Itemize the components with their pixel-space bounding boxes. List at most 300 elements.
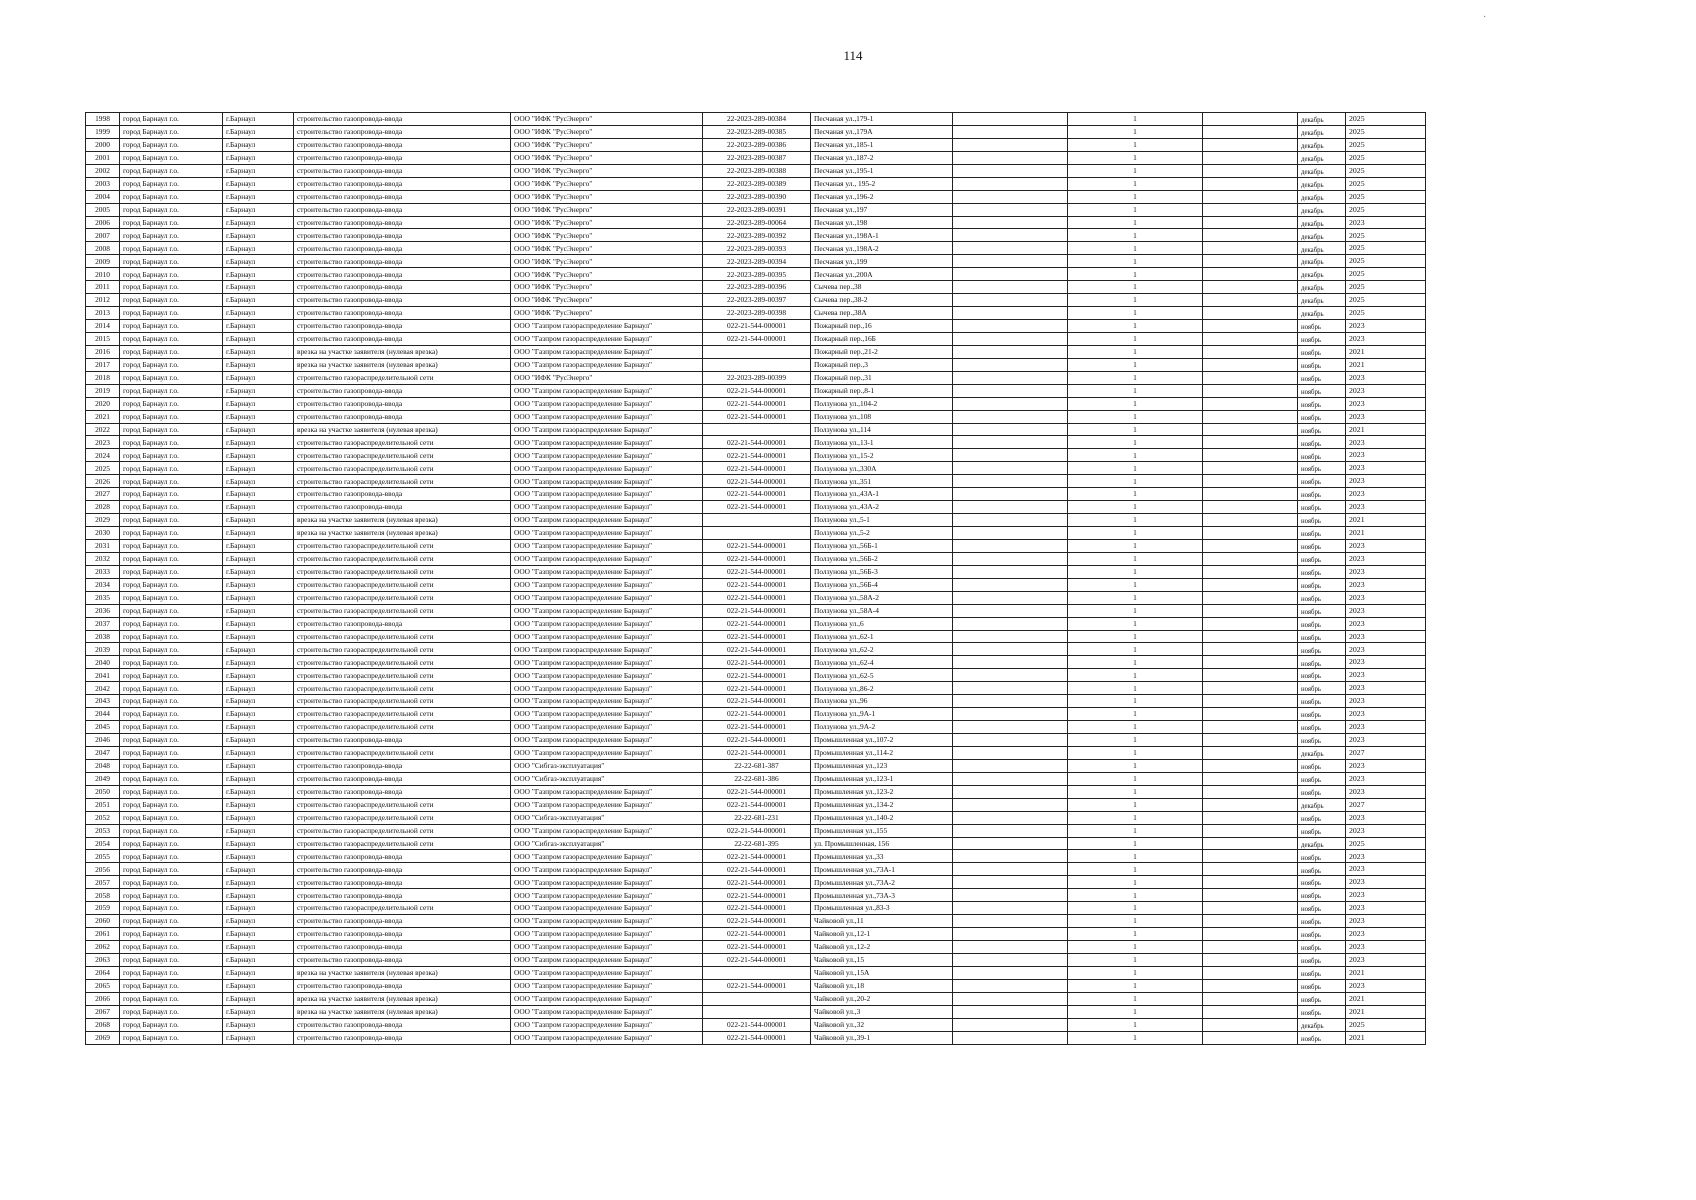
district-cell: город Барнаул г.о. [120, 281, 223, 294]
empty-cell [953, 307, 1068, 320]
row-number: 2066 [86, 992, 120, 1005]
month-cell: ноябрь [1298, 992, 1346, 1005]
contract-code-cell: 22-2023-289-00397 [703, 294, 811, 307]
table-row [86, 475, 1426, 488]
empty-cell [953, 565, 1068, 578]
table-row [86, 320, 1426, 333]
month-cell: ноябрь [1298, 772, 1346, 785]
table-row [86, 708, 1426, 721]
address-cell: Чайковой ул.,20-2 [811, 992, 953, 1005]
quantity-cell: 1 [1068, 979, 1203, 992]
work-type-cell: строительство газопровода-ввода [294, 307, 511, 320]
month-cell: ноябрь [1298, 527, 1346, 540]
organization-cell: ООО "Газпром газораспределение Барнаул" [511, 643, 703, 656]
empty-cell [1203, 190, 1298, 203]
address-cell: Сычева пер.,38 [811, 281, 953, 294]
row-number: 2042 [86, 682, 120, 695]
row-number: 2023 [86, 436, 120, 449]
row-number: 2048 [86, 759, 120, 772]
quantity-cell: 1 [1068, 527, 1203, 540]
address-cell: Песчаная ул.,200А [811, 268, 953, 281]
year-cell: 2023 [1346, 475, 1426, 488]
district-cell: город Барнаул г.о. [120, 643, 223, 656]
address-cell: Ползунова ул.,5-1 [811, 514, 953, 527]
table-row [86, 294, 1426, 307]
table-row [86, 643, 1426, 656]
contract-code-cell: 22-22-681-231 [703, 811, 811, 824]
quantity-cell: 1 [1068, 1031, 1203, 1044]
table-row [86, 617, 1426, 630]
address-cell: Ползунова ул.,43А-1 [811, 488, 953, 501]
month-cell: декабрь [1298, 255, 1346, 268]
work-type-cell: врезка на участке заявителя (нулевая врезка) [294, 1005, 511, 1018]
year-cell: 2023 [1346, 630, 1426, 643]
table-row [86, 953, 1426, 966]
district-cell: город Барнаул г.о. [120, 992, 223, 1005]
work-type-cell: строительство газопровода-ввода [294, 229, 511, 242]
organization-cell: ООО "ИФК "РусЭнерго" [511, 307, 703, 320]
district-cell: город Барнаул г.о. [120, 255, 223, 268]
empty-cell [1203, 242, 1298, 255]
year-cell: 2023 [1346, 915, 1426, 928]
year-cell: 2021 [1346, 1031, 1426, 1044]
locality-cell: г.Барнаул [223, 190, 294, 203]
district-cell: город Барнаул г.о. [120, 449, 223, 462]
organization-cell: ООО "ИФК "РусЭнерго" [511, 113, 703, 126]
organization-cell: ООО "Газпром газораспределение Барнаул" [511, 915, 703, 928]
contract-code-cell: 22-2023-289-00398 [703, 307, 811, 320]
locality-cell: г.Барнаул [223, 384, 294, 397]
quantity-cell: 1 [1068, 966, 1203, 979]
contract-code-cell: 022-21-544-000001 [703, 734, 811, 747]
empty-cell [1203, 656, 1298, 669]
contract-code-cell: 022-21-544-000001 [703, 863, 811, 876]
empty-cell [953, 332, 1068, 345]
contract-code-cell [703, 345, 811, 358]
district-cell: город Барнаул г.о. [120, 242, 223, 255]
organization-cell: ООО "Газпром газораспределение Барнаул" [511, 721, 703, 734]
empty-cell [953, 863, 1068, 876]
empty-cell [1203, 216, 1298, 229]
year-cell: 2023 [1346, 320, 1426, 333]
empty-cell [1203, 488, 1298, 501]
organization-cell: ООО "Газпром газораспределение Барнаул" [511, 501, 703, 514]
table-row [86, 721, 1426, 734]
quantity-cell: 1 [1068, 488, 1203, 501]
empty-cell [953, 876, 1068, 889]
empty-cell [1203, 527, 1298, 540]
district-cell: город Барнаул г.о. [120, 527, 223, 540]
table-row [86, 242, 1426, 255]
contract-code-cell: 22-2023-289-00393 [703, 242, 811, 255]
table-row [86, 113, 1426, 126]
empty-cell [1203, 604, 1298, 617]
row-number: 2013 [86, 307, 120, 320]
year-cell: 2023 [1346, 332, 1426, 345]
empty-cell [953, 294, 1068, 307]
table-row [86, 992, 1426, 1005]
month-cell: декабрь [1298, 190, 1346, 203]
row-number: 2001 [86, 151, 120, 164]
district-cell: город Барнаул г.о. [120, 332, 223, 345]
organization-cell: ООО "Газпром газораспределение Барнаул" [511, 630, 703, 643]
work-type-cell: строительство газораспределительной сети [294, 475, 511, 488]
empty-cell [953, 436, 1068, 449]
contract-code-cell: 22-2023-289-00390 [703, 190, 811, 203]
district-cell: город Барнаул г.о. [120, 462, 223, 475]
row-number: 2031 [86, 539, 120, 552]
work-type-cell: строительство газораспределительной сети [294, 682, 511, 695]
address-cell: Ползунова ул.,330А [811, 462, 953, 475]
year-cell: 2021 [1346, 992, 1426, 1005]
table-row [86, 591, 1426, 604]
empty-cell [953, 837, 1068, 850]
contract-code-cell [703, 992, 811, 1005]
month-cell: ноябрь [1298, 682, 1346, 695]
locality-cell: г.Барнаул [223, 876, 294, 889]
quantity-cell: 1 [1068, 772, 1203, 785]
quantity-cell: 1 [1068, 759, 1203, 772]
quantity-cell: 1 [1068, 410, 1203, 423]
empty-cell [1203, 371, 1298, 384]
contract-code-cell: 022-21-544-000001 [703, 449, 811, 462]
work-type-cell: врезка на участке заявителя (нулевая врезка) [294, 527, 511, 540]
contract-code-cell: 022-21-544-000001 [703, 928, 811, 941]
district-cell: город Барнаул г.о. [120, 759, 223, 772]
table-row [86, 552, 1426, 565]
organization-cell: ООО "Газпром газораспределение Барнаул" [511, 734, 703, 747]
organization-cell: ООО "ИФК "РусЭнерго" [511, 371, 703, 384]
year-cell: 2023 [1346, 565, 1426, 578]
month-cell: декабрь [1298, 113, 1346, 126]
district-cell: город Барнаул г.о. [120, 514, 223, 527]
organization-cell: ООО "Газпром газораспределение Барнаул" [511, 604, 703, 617]
contract-code-cell: 022-21-544-000001 [703, 565, 811, 578]
month-cell: ноябрь [1298, 475, 1346, 488]
work-type-cell: врезка на участке заявителя (нулевая врезка) [294, 423, 511, 436]
year-cell: 2025 [1346, 1018, 1426, 1031]
empty-cell [953, 966, 1068, 979]
year-cell: 2025 [1346, 190, 1426, 203]
table-row [86, 164, 1426, 177]
table-row [86, 190, 1426, 203]
year-cell: 2023 [1346, 552, 1426, 565]
organization-cell: ООО "Газпром газораспределение Барнаул" [511, 384, 703, 397]
table-row [86, 268, 1426, 281]
empty-cell [1203, 501, 1298, 514]
address-cell: Ползунова ул.,56Б-3 [811, 565, 953, 578]
contract-code-cell: 22-2023-289-00384 [703, 113, 811, 126]
contract-code-cell: 22-2023-289-00064 [703, 216, 811, 229]
year-cell: 2021 [1346, 345, 1426, 358]
quantity-cell: 1 [1068, 203, 1203, 216]
organization-cell: ООО "Газпром газораспределение Барнаул" [511, 824, 703, 837]
empty-cell [953, 384, 1068, 397]
table-row [86, 138, 1426, 151]
work-type-cell: врезка на участке заявителя (нулевая врезка) [294, 992, 511, 1005]
contract-code-cell: 022-21-544-000001 [703, 889, 811, 902]
row-number: 2038 [86, 630, 120, 643]
district-cell: город Барнаул г.о. [120, 902, 223, 915]
year-cell: 2023 [1346, 863, 1426, 876]
empty-cell [953, 229, 1068, 242]
month-cell: ноябрь [1298, 371, 1346, 384]
month-cell: ноябрь [1298, 384, 1346, 397]
locality-cell: г.Барнаул [223, 371, 294, 384]
quantity-cell: 1 [1068, 501, 1203, 514]
work-type-cell: строительство газопровода-ввода [294, 772, 511, 785]
year-cell: 2025 [1346, 268, 1426, 281]
address-cell: Промышленная ул.,114-2 [811, 746, 953, 759]
address-cell: Ползунова ул.,15-2 [811, 449, 953, 462]
year-cell: 2025 [1346, 151, 1426, 164]
month-cell: ноябрь [1298, 345, 1346, 358]
year-cell: 2027 [1346, 798, 1426, 811]
empty-cell [953, 591, 1068, 604]
address-cell: Песчаная ул.,185-1 [811, 138, 953, 151]
organization-cell: ООО "Газпром газораспределение Барнаул" [511, 617, 703, 630]
year-cell: 2023 [1346, 682, 1426, 695]
address-cell: Ползунова ул.,86-2 [811, 682, 953, 695]
work-type-cell: строительство газораспределительной сети [294, 578, 511, 591]
district-cell: город Барнаул г.о. [120, 423, 223, 436]
table-row [86, 966, 1426, 979]
empty-cell [1203, 475, 1298, 488]
row-number: 2063 [86, 953, 120, 966]
empty-cell [953, 216, 1068, 229]
work-type-cell: строительство газораспределительной сети [294, 449, 511, 462]
row-number: 2043 [86, 695, 120, 708]
empty-cell [953, 449, 1068, 462]
organization-cell: ООО "Газпром газораспределение Барнаул" [511, 1031, 703, 1044]
quantity-cell: 1 [1068, 941, 1203, 954]
district-cell: город Барнаул г.о. [120, 798, 223, 811]
district-cell: город Барнаул г.о. [120, 656, 223, 669]
year-cell: 2025 [1346, 294, 1426, 307]
quantity-cell: 1 [1068, 669, 1203, 682]
quantity-cell: 1 [1068, 449, 1203, 462]
district-cell: город Барнаул г.о. [120, 824, 223, 837]
locality-cell: г.Барнаул [223, 759, 294, 772]
organization-cell: ООО "Газпром газораспределение Барнаул" [511, 552, 703, 565]
row-number: 1998 [86, 113, 120, 126]
empty-cell [1203, 682, 1298, 695]
work-type-cell: строительство газораспределительной сети [294, 798, 511, 811]
table-row [86, 798, 1426, 811]
month-cell: ноябрь [1298, 410, 1346, 423]
locality-cell: г.Барнаул [223, 837, 294, 850]
month-cell: декабрь [1298, 242, 1346, 255]
locality-cell: г.Барнаул [223, 449, 294, 462]
locality-cell: г.Барнаул [223, 242, 294, 255]
organization-cell: ООО "Газпром газораспределение Барнаул" [511, 928, 703, 941]
district-cell: город Барнаул г.о. [120, 617, 223, 630]
year-cell: 2023 [1346, 410, 1426, 423]
year-cell: 2021 [1346, 1005, 1426, 1018]
row-number: 2045 [86, 721, 120, 734]
address-cell: Песчаная ул.,179-1 [811, 113, 953, 126]
quantity-cell: 1 [1068, 902, 1203, 915]
address-cell: Ползунова ул.,13-1 [811, 436, 953, 449]
work-type-cell: строительство газораспределительной сети [294, 746, 511, 759]
year-cell: 2023 [1346, 953, 1426, 966]
contract-code-cell: 022-21-544-000001 [703, 1031, 811, 1044]
year-cell: 2023 [1346, 604, 1426, 617]
work-type-cell: врезка на участке заявителя (нулевая врезка) [294, 514, 511, 527]
row-number: 2027 [86, 488, 120, 501]
month-cell: ноябрь [1298, 902, 1346, 915]
year-cell: 2023 [1346, 591, 1426, 604]
quantity-cell: 1 [1068, 358, 1203, 371]
row-number: 2050 [86, 785, 120, 798]
contract-code-cell: 022-21-544-000001 [703, 876, 811, 889]
month-cell: декабрь [1298, 1018, 1346, 1031]
district-cell: город Барнаул г.о. [120, 384, 223, 397]
organization-cell: ООО "ИФК "РусЭнерго" [511, 294, 703, 307]
month-cell: ноябрь [1298, 941, 1346, 954]
locality-cell: г.Барнаул [223, 539, 294, 552]
work-type-cell: строительство газораспределительной сети [294, 721, 511, 734]
month-cell: декабрь [1298, 281, 1346, 294]
month-cell: ноябрь [1298, 850, 1346, 863]
locality-cell: г.Барнаул [223, 320, 294, 333]
row-number: 2018 [86, 371, 120, 384]
contract-code-cell: 22-2023-289-00385 [703, 125, 811, 138]
locality-cell: г.Барнаул [223, 113, 294, 126]
organization-cell: ООО "Газпром газораспределение Барнаул" [511, 539, 703, 552]
row-number: 2062 [86, 941, 120, 954]
organization-cell: ООО "Сибгаз-эксплуатация" [511, 837, 703, 850]
month-cell: ноябрь [1298, 953, 1346, 966]
empty-cell [1203, 552, 1298, 565]
empty-cell [953, 320, 1068, 333]
year-cell: 2023 [1346, 449, 1426, 462]
contract-code-cell [703, 527, 811, 540]
district-cell: город Барнаул г.о. [120, 721, 223, 734]
empty-cell [1203, 397, 1298, 410]
year-cell: 2023 [1346, 539, 1426, 552]
empty-cell [953, 902, 1068, 915]
year-cell: 2023 [1346, 850, 1426, 863]
district-cell: город Барнаул г.о. [120, 203, 223, 216]
empty-cell [953, 928, 1068, 941]
address-cell: Песчаная ул., 195-2 [811, 177, 953, 190]
contract-code-cell: 022-21-544-000001 [703, 902, 811, 915]
quantity-cell: 1 [1068, 539, 1203, 552]
locality-cell: г.Барнаул [223, 772, 294, 785]
work-type-cell: строительство газораспределительной сети [294, 669, 511, 682]
quantity-cell: 1 [1068, 332, 1203, 345]
year-cell: 2021 [1346, 358, 1426, 371]
district-cell: город Барнаул г.о. [120, 488, 223, 501]
table-row [86, 488, 1426, 501]
district-cell: город Барнаул г.о. [120, 915, 223, 928]
address-cell: Промышленная ул.,123 [811, 759, 953, 772]
work-type-cell: строительство газопровода-ввода [294, 785, 511, 798]
address-cell: Чайковой ул.,12-2 [811, 941, 953, 954]
quantity-cell: 1 [1068, 928, 1203, 941]
quantity-cell: 1 [1068, 345, 1203, 358]
locality-cell: г.Барнаул [223, 1018, 294, 1031]
district-cell: город Барнаул г.о. [120, 345, 223, 358]
row-number: 2029 [86, 514, 120, 527]
locality-cell: г.Барнаул [223, 902, 294, 915]
row-number: 2055 [86, 850, 120, 863]
empty-cell [953, 941, 1068, 954]
quantity-cell: 1 [1068, 242, 1203, 255]
district-cell: город Барнаул г.о. [120, 397, 223, 410]
locality-cell: г.Барнаул [223, 397, 294, 410]
year-cell: 2021 [1346, 966, 1426, 979]
empty-cell [953, 177, 1068, 190]
table-row [86, 915, 1426, 928]
organization-cell: ООО "Газпром газораспределение Барнаул" [511, 941, 703, 954]
quantity-cell: 1 [1068, 397, 1203, 410]
row-number: 2061 [86, 928, 120, 941]
address-cell: Промышленная ул.,140-2 [811, 811, 953, 824]
organization-cell: ООО "ИФК "РусЭнерго" [511, 138, 703, 151]
contract-code-cell: 022-21-544-000001 [703, 850, 811, 863]
address-cell: Песчаная ул.,179А [811, 125, 953, 138]
organization-cell: ООО "ИФК "РусЭнерго" [511, 268, 703, 281]
contract-code-cell: 022-21-544-000001 [703, 552, 811, 565]
district-cell: город Барнаул г.о. [120, 358, 223, 371]
year-cell: 2023 [1346, 811, 1426, 824]
empty-cell [1203, 798, 1298, 811]
address-cell: Песчаная ул.,187-2 [811, 151, 953, 164]
district-cell: город Барнаул г.о. [120, 953, 223, 966]
work-type-cell: строительство газопровода-ввода [294, 216, 511, 229]
quantity-cell: 1 [1068, 113, 1203, 126]
month-cell: ноябрь [1298, 604, 1346, 617]
row-number: 2067 [86, 1005, 120, 1018]
organization-cell: ООО "Газпром газораспределение Барнаул" [511, 488, 703, 501]
organization-cell: ООО "Газпром газораспределение Барнаул" [511, 682, 703, 695]
empty-cell [1203, 721, 1298, 734]
district-cell: город Барнаул г.о. [120, 850, 223, 863]
row-number: 2044 [86, 708, 120, 721]
contract-code-cell [703, 514, 811, 527]
contract-code-cell: 022-21-544-000001 [703, 979, 811, 992]
locality-cell: г.Барнаул [223, 462, 294, 475]
empty-cell [1203, 785, 1298, 798]
work-type-cell: строительство газопровода-ввода [294, 850, 511, 863]
locality-cell: г.Барнаул [223, 177, 294, 190]
contract-code-cell: 22-2023-289-00387 [703, 151, 811, 164]
table-row [86, 734, 1426, 747]
work-type-cell: строительство газораспределительной сети [294, 811, 511, 824]
row-number: 2039 [86, 643, 120, 656]
district-cell: город Барнаул г.о. [120, 113, 223, 126]
address-cell: Пожарный пер.,31 [811, 371, 953, 384]
district-cell: город Барнаул г.о. [120, 591, 223, 604]
row-number: 2059 [86, 902, 120, 915]
quantity-cell: 1 [1068, 682, 1203, 695]
contract-code-cell: 022-21-544-000001 [703, 695, 811, 708]
district-cell: город Барнаул г.о. [120, 928, 223, 941]
locality-cell: г.Барнаул [223, 216, 294, 229]
table-row [86, 1031, 1426, 1044]
month-cell: ноябрь [1298, 397, 1346, 410]
month-cell: ноябрь [1298, 979, 1346, 992]
row-number: 2000 [86, 138, 120, 151]
empty-cell [1203, 617, 1298, 630]
district-cell: город Барнаул г.о. [120, 320, 223, 333]
quantity-cell: 1 [1068, 837, 1203, 850]
locality-cell: г.Барнаул [223, 514, 294, 527]
locality-cell: г.Барнаул [223, 164, 294, 177]
empty-cell [953, 423, 1068, 436]
